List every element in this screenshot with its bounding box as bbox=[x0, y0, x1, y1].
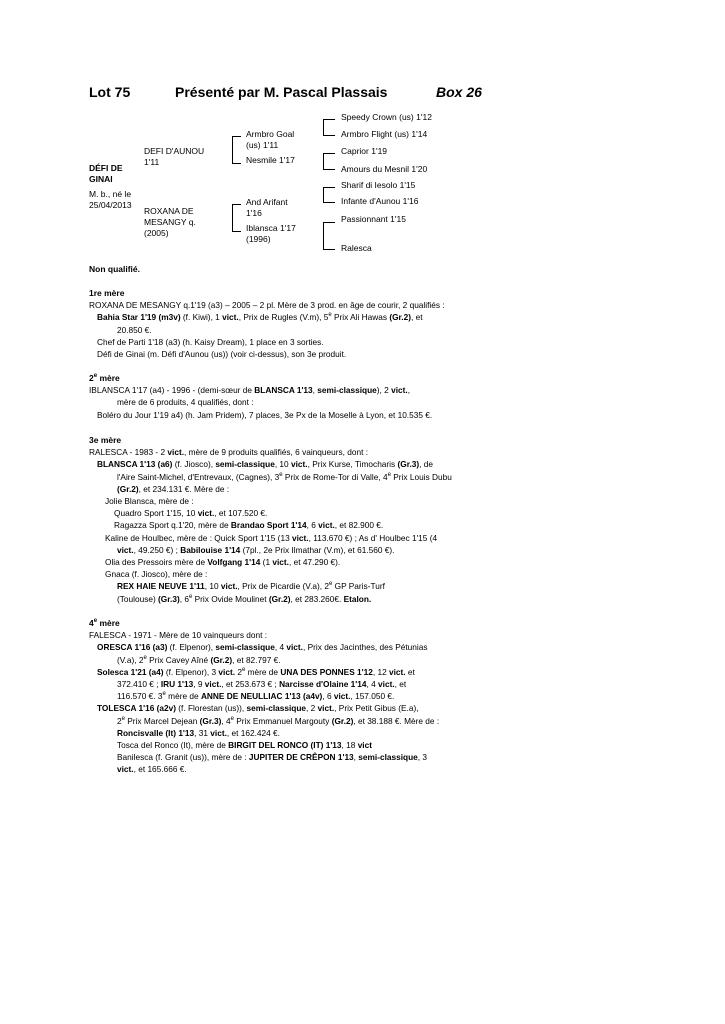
sire: DEFI D'AUNOU 1'11 bbox=[144, 146, 205, 167]
bracket-line bbox=[323, 153, 324, 170]
produce-entry-cont: (Toulouse) (Gr.3), 6e Prix Ovide Moulinet (Gr.2), et 283.260€. Etalon. bbox=[117, 593, 372, 604]
horse-info: M. b., né le 25/04/2013 bbox=[89, 189, 132, 210]
section-first-dam bbox=[89, 287, 491, 360]
produce-entry: Olia des Pressoirs mère de Volfgang 1'14 (1 vict., et 47.290 €). bbox=[105, 557, 341, 568]
dam-intro: IBLANSCA 1'17 (a4) - 1996 - (demi-sœur de BLANSCA 1'13, semi-classique), 2 vict., bbox=[89, 385, 410, 396]
bracket-line bbox=[232, 163, 241, 164]
bracket-line bbox=[323, 249, 335, 250]
bracket-line bbox=[232, 231, 241, 232]
bracket-line bbox=[323, 202, 335, 203]
section-title: 4e mère bbox=[89, 618, 120, 628]
produce-entry: Ragazza Sport q.1'20, mère de Brandao Sport 1'14, 6 vict., et 82.900 €. bbox=[114, 520, 384, 531]
section-title: 3e mère bbox=[89, 435, 122, 445]
grandparent-2: Armbro Flight (us) 1'14 bbox=[341, 129, 428, 139]
lot-number: Lot 75 bbox=[89, 84, 131, 100]
produce-entry-cont: 372.410 € ; IRU 1'13, 9 vict., et 253.673 € ; Narcisse d'Olaine 1'14, 4 vict., et bbox=[117, 679, 407, 690]
produce-entry: Bahia Star 1'19 (m3v) (f. Kiwi), 1 vict., Prix de Rugles (V.m), 5e Prix Ali Hawas (Gr.2), et bbox=[97, 312, 423, 323]
section-title: 1re mère bbox=[89, 288, 125, 298]
produce-entry: Jolie Blansca, mère de : bbox=[105, 496, 194, 507]
bracket-line bbox=[232, 204, 241, 205]
qualification-status: Non qualifié. bbox=[89, 264, 140, 274]
bracket-line bbox=[323, 119, 324, 136]
grandparent-6: Infante d'Aunou 1'16 bbox=[341, 196, 419, 206]
bracket-line bbox=[232, 136, 233, 164]
grandparent-4: Amours du Mesnil 1'20 bbox=[341, 164, 428, 174]
section-title: 2e mère bbox=[89, 373, 120, 383]
produce-entry: Gnaca (f. Jiosco), mère de : bbox=[105, 569, 208, 580]
produce-entry: REX HAIE NEUVE 1'11, 10 vict., Prix de Picardie (V.a), 2e GP Paris-Turf bbox=[117, 581, 385, 592]
produce-entry: Boléro du Jour 1'19 a4) (h. Jam Pridem), 7 places, 3e Px de la Moselle à Lyon, et 10.535 €. bbox=[97, 409, 433, 420]
sire-dam: Nesmile 1'17 bbox=[246, 155, 295, 165]
produce-entry-cont: 20.850 €. bbox=[117, 324, 152, 335]
grandparent-7: Passionnant 1'15 bbox=[341, 214, 406, 224]
produce-entry-cont: 2e Prix Marcel Dejean (Gr.3), 4e Prix Emmanuel Margouty (Gr.2), et 38.188 €. Mère de : bbox=[117, 715, 440, 726]
dam-intro-cont: mère de 6 produits, 4 qualifiés, dont : bbox=[117, 397, 254, 408]
dam-intro: RALESCA - 1983 - 2 vict., mère de 9 produits qualifiés, 6 vainqueurs, dont : bbox=[89, 447, 369, 458]
produce-entry-cont: (V.a), 2e Prix Cavey Aîné (Gr.2), et 82.797 €. bbox=[117, 654, 281, 665]
produce-entry-cont: (Gr.2), et 234.131 €. Mère de : bbox=[117, 483, 230, 494]
bracket-line bbox=[323, 222, 335, 223]
bracket-line bbox=[323, 187, 324, 203]
produce-entry: Roncisvalle (It) 1'13, 31 vict., et 162.424 €. bbox=[117, 727, 280, 738]
dam-dam: Iblansca 1'17 (1996) bbox=[246, 223, 296, 244]
bracket-line bbox=[323, 135, 335, 136]
grandparent-5: Sharif di Iesolo 1'15 bbox=[341, 180, 416, 190]
bracket-line bbox=[232, 136, 241, 137]
dam-intro: ROXANA DE MESANGY q.1'19 (a3) – 2005 – 2 pl. Mère de 3 prod. en âge de courir, 2 qualifiés : bbox=[89, 300, 445, 311]
produce-entry: Kaline de Houlbec, mère de : Quick Sport 1'15 (13 vict., 113.670 €) ; As d' Houlbec 1'15 (4 bbox=[105, 532, 438, 543]
horse-name: DÉFI DE GINAI bbox=[89, 163, 123, 184]
produce-entry: ORESCA 1'16 (a3) (f. Elpenor), semi-classique, 4 vict., Prix des Jacinthes, des Pétunias bbox=[97, 642, 428, 653]
produce-entry: Chef de Parti 1'18 (a3) (h. Kaisy Dream), 1 place en 3 sorties. bbox=[97, 336, 324, 347]
section-fourth-dam bbox=[89, 617, 491, 776]
section-third-dam bbox=[89, 434, 491, 605]
grandparent-8: Ralesca bbox=[341, 243, 372, 253]
sire-sire: Armbro Goal (us) 1'11 bbox=[246, 129, 295, 150]
box-number: Box 26 bbox=[436, 84, 482, 100]
bracket-line bbox=[323, 222, 324, 250]
produce-entry: TOLESCA 1'16 (a2v) (f. Florestan (us)), semi-classique, 2 vict., Prix Petit Gibus (E.a), bbox=[97, 703, 419, 714]
produce-entry: BLANSCA 1'13 (a6) (f. Jiosco), semi-classique, 10 vict., Prix Kurse, Timocharis (Gr.3), de bbox=[97, 459, 433, 470]
produce-entry: Solesca 1'21 (a4) (f. Elpenor), 3 vict. 2e mère de UNA DES PONNES 1'12, 12 vict. et bbox=[97, 666, 415, 677]
presenter: Présenté par M. Pascal Plassais bbox=[175, 84, 388, 100]
produce-entry-cont: vict., et 165.666 €. bbox=[117, 764, 187, 775]
bracket-line bbox=[323, 119, 335, 120]
grandparent-3: Caprior 1'19 bbox=[341, 146, 388, 156]
produce-entry: Quadro Sport 1'15, 10 vict., et 107.520 €. bbox=[114, 508, 268, 519]
bracket-line bbox=[323, 169, 335, 170]
dam-sire: And Arifant 1'16 bbox=[246, 197, 288, 218]
produce-entry: Défi de Ginai (m. Défi d'Aunou (us)) (voir ci-dessus), son 3e produit. bbox=[97, 349, 347, 360]
bracket-line bbox=[323, 187, 335, 188]
dam-intro: FALESCA - 1971 - Mère de 10 vainqueurs dont : bbox=[89, 630, 268, 641]
produce-entry-cont: l'Aire Saint-Michel, d'Entrevaux, (Cagnes), 3e Prix de Rome-Tor di Valle, 4e Prix Louis Dubu bbox=[117, 471, 452, 482]
section-second-dam bbox=[89, 372, 491, 421]
produce-entry: Tosca del Ronco (It), mère de BIRGIT DEL RONCO (IT) 1'13, 18 vict bbox=[117, 740, 372, 751]
grandparent-1: Speedy Crown (us) 1'12 bbox=[341, 112, 432, 122]
dam: ROXANA DE MESANGY q. (2005) bbox=[144, 206, 196, 238]
bracket-line bbox=[232, 204, 233, 232]
produce-entry-cont: vict., 49.250 €) ; Babilouise 1'14 (7pl., 2e Prix Ilmathar (V.m), et 61.560 €). bbox=[117, 544, 395, 555]
bracket-line bbox=[323, 153, 335, 154]
produce-entry-cont: 116.570 €. 3e mère de ANNE DE NEULLIAC 1'13 (a4v), 6 vict., 157.050 €. bbox=[117, 691, 395, 702]
produce-entry: Banilesca (f. Granit (us)), mère de : JUPITER DE CRÊPON 1'13, semi-classique, 3 bbox=[117, 752, 428, 763]
